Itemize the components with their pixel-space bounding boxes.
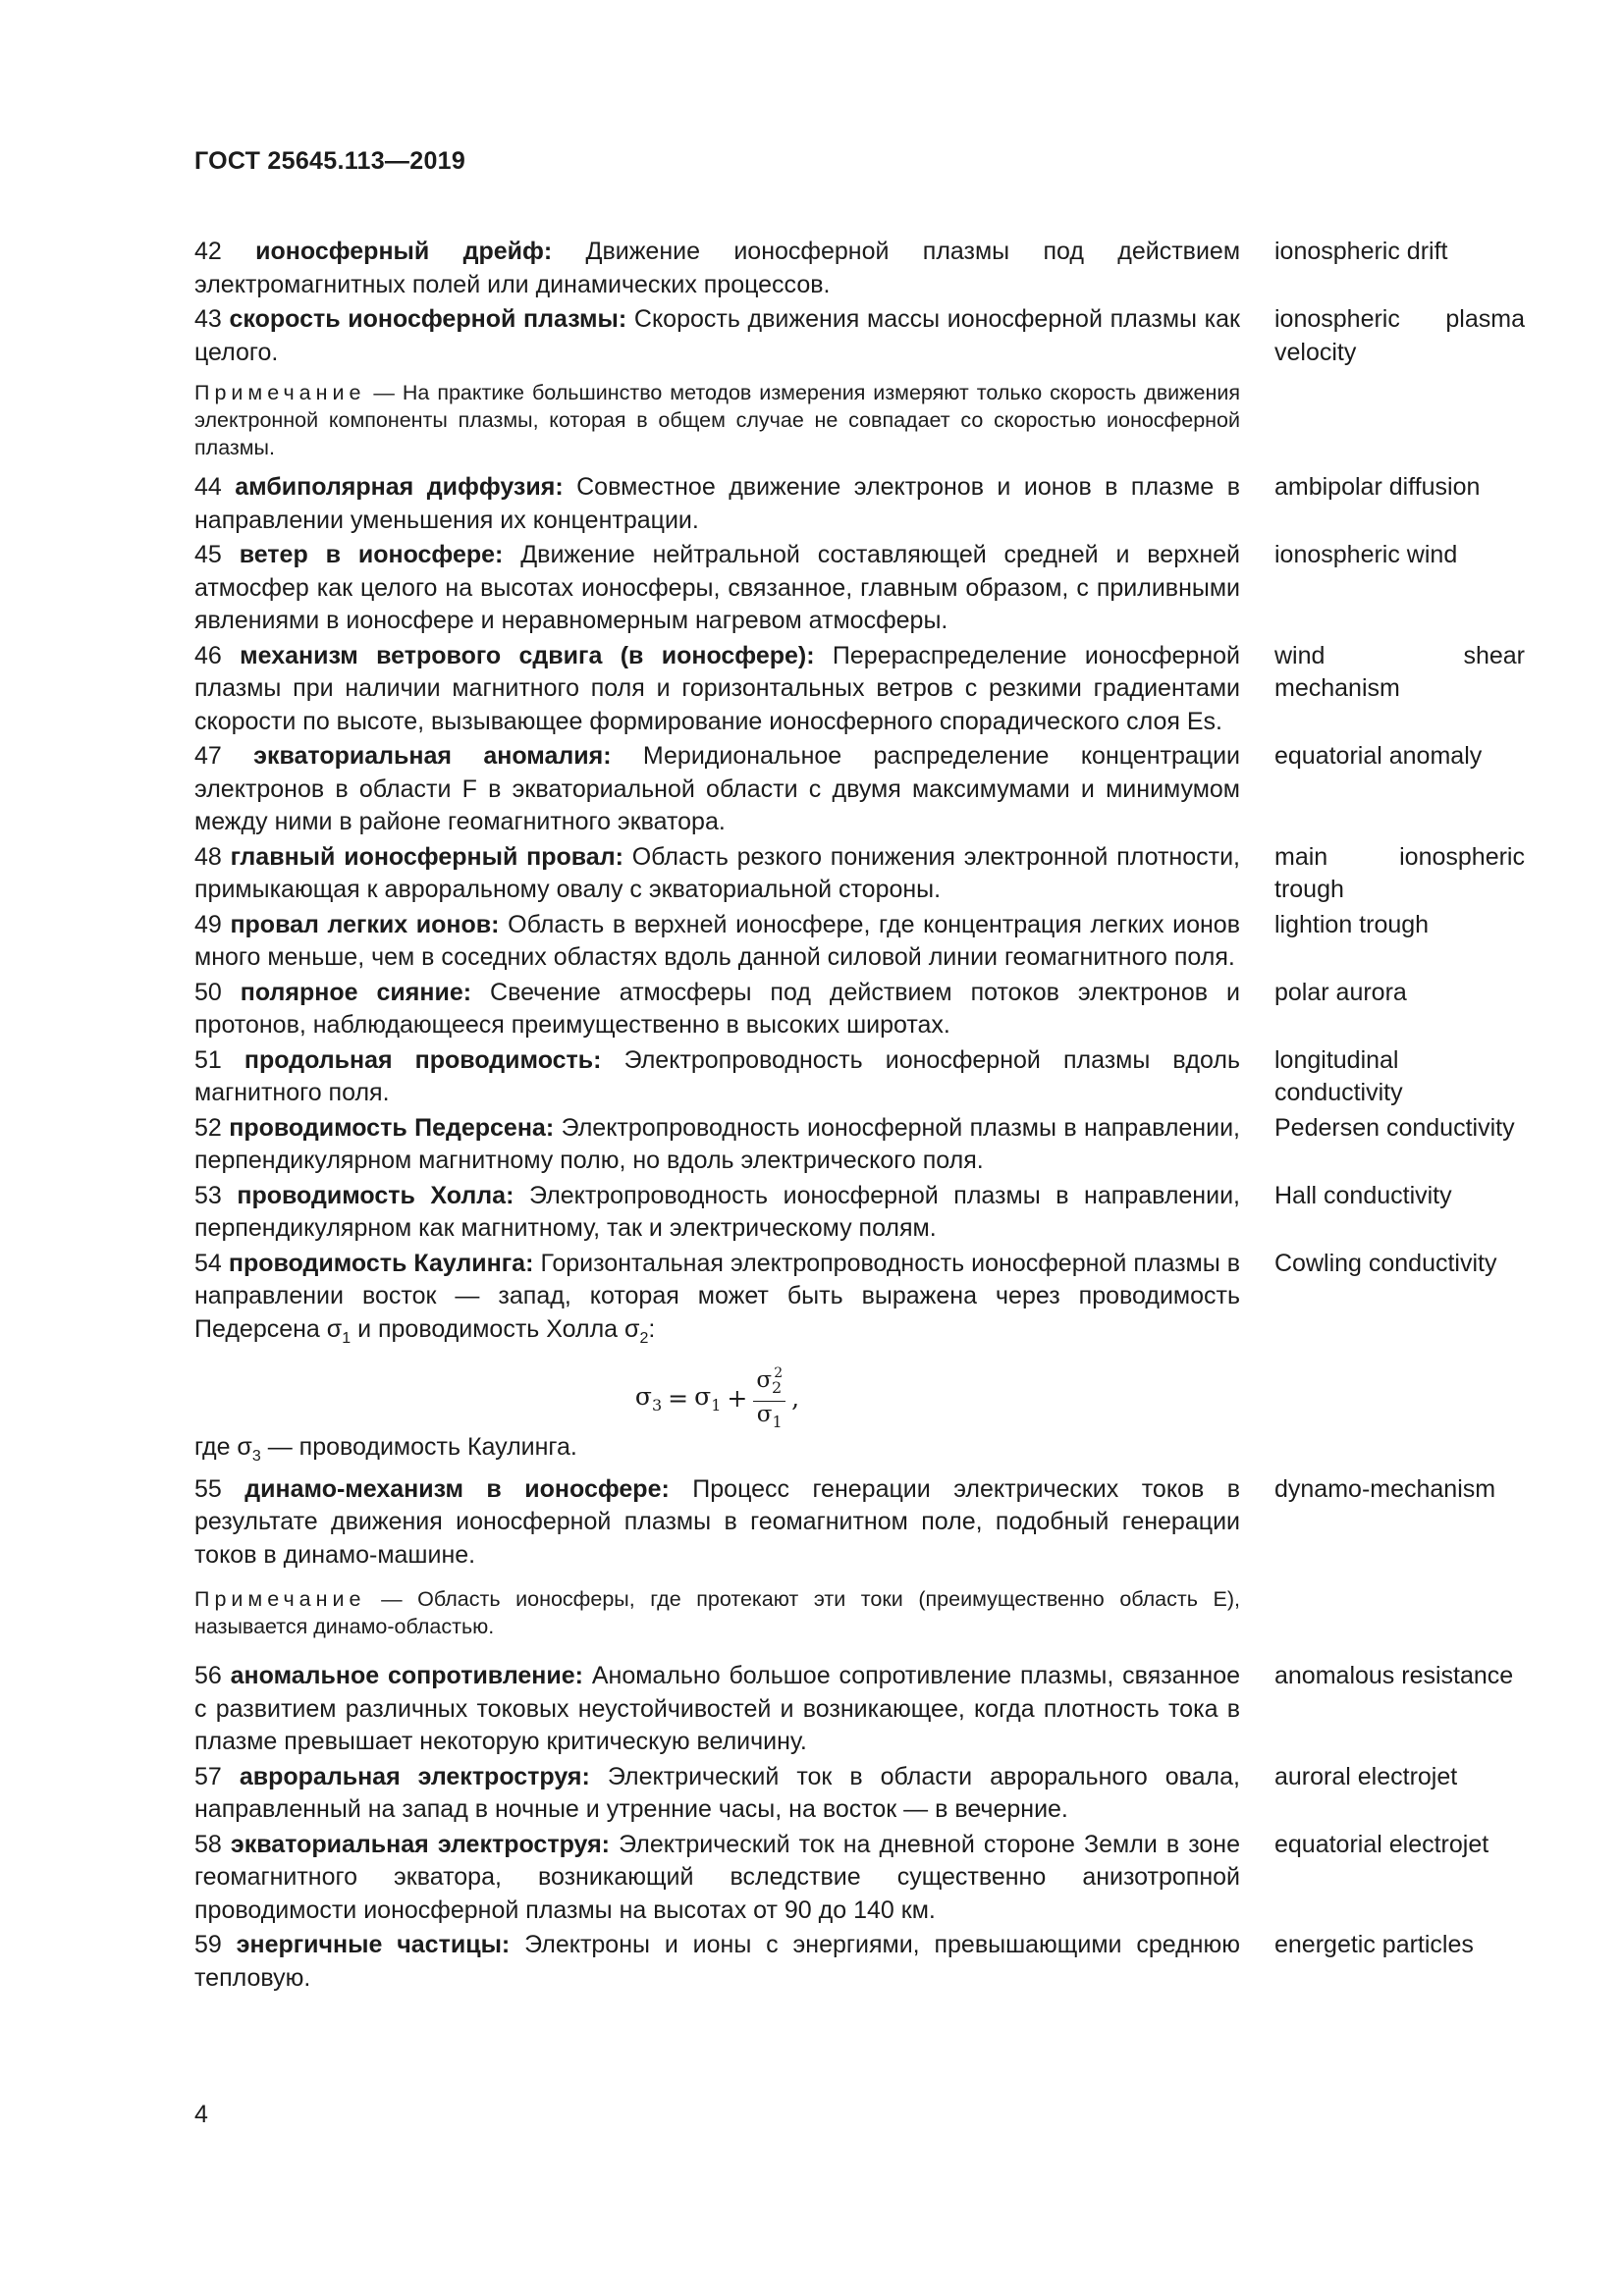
term-entry-46	[194, 640, 1525, 739]
entry-number: 51	[194, 1045, 222, 1074]
term-entry-52	[194, 1112, 1525, 1178]
cowling-formula	[194, 1357, 1240, 1431]
english-equivalent: lightion trough	[1274, 910, 1430, 938]
term-entry-53	[194, 1180, 1525, 1246]
term-title: скорость ионосферной плазмы:	[229, 305, 627, 333]
english-equivalent: polar aurora	[1274, 978, 1407, 1006]
term-entry-49	[194, 909, 1525, 975]
term-definition: Движение нейтральной составляющей средней и верхней атмосфер как целого на высотах ионосферы, связанное, главным образом, с приливными явлениями в ионосфере и неравномерным нагревом атмосферы.	[194, 541, 1240, 634]
term-definition: Электропроводность ионосферной плазмы в направлении, перпендикулярном магнитному полю, но вдоль электрического поля.	[194, 1113, 1240, 1174]
term-definition: Совместное движение электронов и ионов в плазме в направлении уменьшения их концентрации.	[194, 473, 1240, 534]
term-entry-44	[194, 471, 1525, 537]
note-text: — Область ионосферы, где протекают эти токи (преимущественно область E), называется динамо-областью.	[194, 1587, 1240, 1638]
note-text: — На практике большинство методов измерения измеряют только скорость движения электронной компоненты плазмы, которая в общем случае не совпадает со скоростью ионосферной плазмы.	[194, 381, 1240, 459]
term-definition: Электрический ток на дневной стороне Земли в зоне геомагнитного экватора, возникающий вследствие существенно анизотропной проводимости ионосферной плазмы на высотах от 90 до 140 км.	[194, 1830, 1241, 1924]
entry-number: 48	[194, 842, 222, 871]
term-definition: Аномально большое сопротивление плазмы, связанное с развитием различных токовых неустойчивостей и возникающее, когда плотность тока в плазме превышает некоторую критическую величину.	[194, 1662, 1240, 1755]
term-entry-58	[194, 1829, 1525, 1928]
entry-number: 54	[194, 1249, 222, 1277]
term-title: динамо-механизм в ионосфере:	[244, 1474, 670, 1503]
term-entry-57	[194, 1761, 1525, 1827]
term-definition: Область резкого понижения электронной плотности, примыкающая к авроральному овалу с экваториальной стороны.	[194, 842, 1240, 903]
term-title: провал легких ионов:	[230, 910, 500, 938]
formula-lhs: $\sigma_3$	[634, 1381, 663, 1415]
term-title: аномальное сопротивление:	[230, 1662, 584, 1689]
term-title: экваториальная аномалия:	[253, 742, 612, 770]
entry-number: 50	[194, 978, 222, 1006]
term-entry-43	[194, 303, 1525, 369]
entry-number: 44	[194, 473, 222, 501]
term-definition: Горизонтальная электропроводность ионосферной плазмы в направлении восток — запад, которая может быть выражена через проводимость Педерсена σ	[194, 1249, 1241, 1343]
term-entry-54	[194, 1248, 1525, 1356]
term-definition: Меридиональное распределение концентрации электронов в области F в экваториальной области с двумя максимумами и минимумом между ними в районе геомагнитного экватора.	[194, 742, 1241, 835]
term-list	[194, 236, 1525, 1997]
document-header: ГОСТ 25645.113—2019	[194, 147, 466, 175]
english-equivalent: Cowling conductivity	[1274, 1249, 1497, 1277]
entry-number: 45	[194, 541, 222, 568]
english-equivalent: ionospheric wind	[1274, 541, 1458, 568]
term-title: энергичные частицы:	[236, 1931, 511, 1958]
term-definition: Область в верхней ионосфере, где концентрация легких ионов много меньше, чем в соседних областях вдоль данной силовой линии геомагнитного поля.	[194, 910, 1240, 971]
fraction-numerator: $\sigma_2^2$	[753, 1361, 785, 1402]
note-2	[194, 1585, 1240, 1640]
term-entry-45	[194, 539, 1525, 638]
term-title: ионосферный дрейф:	[255, 238, 553, 265]
english-equivalent: Hall conductivity	[1274, 1181, 1452, 1209]
term-definition: Электропроводность ионосферной плазмы в направлении, перпендикулярном как магнитному, так и электрическому полям.	[194, 1181, 1240, 1242]
entry-number: 46	[194, 641, 222, 669]
entry-number: 47	[194, 742, 222, 770]
term-title: авроральная электроструя:	[239, 1762, 590, 1790]
term-definition: Процесс генерации электрических токов в результате движения ионосферной плазмы в геомагнитном поле, подобный генерации токов в динамо-машине.	[194, 1474, 1240, 1569]
english-equivalent: equatorial electrojet	[1274, 1830, 1489, 1858]
term-definition: Электропроводность ионосферной плазмы вдоль магнитного поля.	[194, 1045, 1240, 1106]
entry-number: 58	[194, 1830, 222, 1858]
term-definition-end: :	[648, 1314, 656, 1343]
english-equivalent: energetic particles	[1274, 1931, 1474, 1958]
term-title: экваториальная электроструя:	[230, 1830, 611, 1858]
term-entry-47	[194, 740, 1525, 839]
term-entry-55	[194, 1473, 1525, 1573]
term-definition: Свечение атмосферы под действием потоков электронов и протонов, наблюдающееся преимущественно в высоких широтах.	[194, 978, 1240, 1039]
term-entry-56	[194, 1660, 1525, 1759]
english-equivalent: Pedersen conductivity	[1274, 1113, 1515, 1142]
entry-number: 43	[194, 305, 222, 333]
term-entry-50	[194, 977, 1525, 1042]
english-equivalent: wind shear mechanism	[1274, 641, 1525, 702]
entry-number: 42	[194, 238, 222, 265]
note-label: Примечание	[194, 381, 366, 404]
english-equivalent: equatorial anomaly	[1274, 742, 1483, 770]
entry-number: 59	[194, 1931, 222, 1958]
formula-equals: =	[668, 1383, 689, 1413]
entry-number: 53	[194, 1181, 222, 1209]
term-definition-tail: и проводимость Холла σ	[351, 1314, 640, 1343]
entry-number: 49	[194, 910, 222, 938]
formula-fraction	[753, 1361, 785, 1435]
english-equivalent: main ionospheric trough	[1274, 842, 1525, 903]
term-title: главный ионосферный провал:	[230, 842, 623, 871]
note-label: Примечание	[194, 1587, 366, 1611]
english-equivalent: dynamo-mechanism	[1274, 1474, 1496, 1503]
entry-number: 52	[194, 1113, 222, 1142]
term-title: механизм ветрового сдвига (в ионосфере):	[240, 641, 815, 669]
term-definition: Скорость движения массы ионосферной плазмы как целого.	[194, 305, 1240, 366]
fraction-denominator: $\sigma_1$	[756, 1402, 783, 1431]
term-entry-42	[194, 236, 1525, 301]
term-definition: Перераспределение ионосферной плазмы при наличии магнитного поля и горизонтальных ветров с резкими градиентами скорости по высоте, вызывающее формирование ионосферного спорадического слоя Es.	[194, 641, 1240, 735]
term-entry-51	[194, 1044, 1525, 1110]
note-1	[194, 379, 1240, 461]
term-definition: Движение ионосферной плазмы под действием электромагнитных полей или динамических процессов.	[194, 238, 1241, 298]
term-definition: Электроны и ионы с энергиями, превышающими среднюю тепловую.	[194, 1931, 1240, 1992]
term-title: полярное сияние:	[240, 978, 472, 1006]
entry-number: 56	[194, 1662, 222, 1689]
term-title: проводимость Педерсена:	[229, 1113, 555, 1142]
term-title: амбиполярная диффузия:	[235, 473, 564, 501]
subscript: 1	[342, 1329, 352, 1347]
entry-number: 55	[194, 1474, 222, 1503]
formula-where-clause: где $\sigma_3$ — проводимость Каулинга.	[194, 1433, 577, 1465]
page-number: 4	[194, 2101, 208, 2128]
english-equivalent: ionospheric plasma velocity	[1274, 305, 1525, 366]
term-definition: Электрический ток в области аврорального овала, направленный на запад в ночные и утренние часы, на восток — в вечерние.	[194, 1762, 1240, 1823]
english-equivalent: anomalous resistance	[1274, 1662, 1514, 1689]
subscript: 2	[639, 1329, 649, 1347]
term-entry-48	[194, 841, 1525, 907]
formula-term1: $\sigma_1$	[694, 1381, 722, 1415]
term-entry-59	[194, 1929, 1525, 1995]
term-title: ветер в ионосфере:	[239, 541, 504, 568]
english-equivalent: ionospheric drift	[1274, 238, 1448, 265]
english-equivalent: ambipolar diffusion	[1274, 473, 1481, 501]
formula-comma: ,	[791, 1383, 800, 1413]
term-title: проводимость Холла:	[237, 1181, 514, 1209]
english-equivalent: longitudinal conductivity	[1274, 1045, 1403, 1106]
term-title: продольная проводимость:	[244, 1045, 602, 1074]
term-title: проводимость Каулинга:	[228, 1249, 534, 1277]
english-equivalent: auroral electrojet	[1274, 1762, 1458, 1790]
entry-number: 57	[194, 1762, 222, 1790]
formula-plus: +	[727, 1383, 748, 1413]
